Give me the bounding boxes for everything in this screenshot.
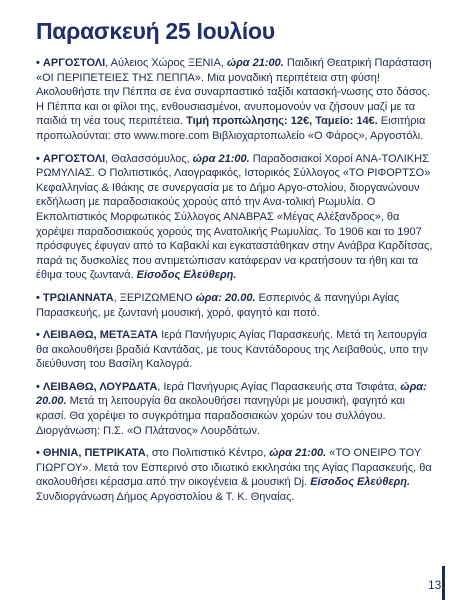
event-place: ΛΕΙΒΑΘΩ, ΜΕΤΑΞΑΤΑ: [42, 329, 159, 342]
event-time: ώρα 21:00.: [269, 447, 327, 460]
event-description: Μετά τη λειτουργία θα ακολουθήσει βραδιά Καντάδας, με τους Καντάδορους της Λειβαθούς, υπο την διεύθυνση του Βασίλη Καλογρά.: [36, 329, 428, 371]
page-edge-rule: [442, 566, 445, 600]
event-place: ΘΗΝΙΑ, ΠΕΤΡΙΚΑΤΑ: [42, 447, 146, 460]
event-place: ΤΡΩΙΑΝΝΑΤΑ: [42, 291, 114, 304]
event-entry-argostoli-xenia: [36, 56, 436, 144]
event-entry-leivatho-lourdata: [36, 380, 436, 438]
event-time: ώρα: 20.00.: [36, 380, 427, 408]
event-organizers: Συνδιοργάνωση Δήμος Αργοστολίου & Τ. Κ. Θηναίας.: [36, 491, 295, 504]
event-venue: , Αύλειος Χώρος ΞΕΝΙΑ,: [105, 57, 227, 69]
event-place: ΛΕΙΒΑΘΩ, ΛΟΥΡΔΑΤΑ: [42, 380, 158, 393]
bullet: •: [36, 291, 40, 304]
event-description: Εσπερινός & πανηγύρι Αγίας Παρασκευής, με ζωντανή μουσική, χορό, φαγητό και ποτό.: [36, 291, 400, 319]
event-price: Τιμή προπώλησης: 12€, Ταμείο: 14€.: [186, 115, 378, 128]
bullet: •: [36, 329, 40, 342]
event-time: ώρα 21:00.: [192, 152, 250, 165]
page-title: Παρασκευή 25 Ιουλίου: [36, 18, 275, 44]
event-venue: , Ιερά Πανήγυρις Αγίας Παρασκευής στα Τσιφάτα,: [157, 380, 401, 393]
event-venue: , στο Πολιτιστικό Κέντρο,: [145, 447, 270, 460]
event-time: ώρα: 20.00.: [195, 291, 256, 304]
event-place: ΑΡΓΟΣΤΟΛΙ: [42, 152, 106, 165]
bullet: •: [36, 57, 40, 69]
bullet: •: [36, 447, 40, 460]
event-description: Παραδοσιακοί Χοροί ΑΝΑ-ΤΟΛΙΚΗΣ ΡΩΜΥΛΙΑΣ. Ο Πολιτιστικός, Λαογραφικός, Ιστορικός Σύλλογος «ΤΟ ΡΙΦΟΡΤΣΟ» Κεφαλληνίας & Ιθάκης σε συνεργασία με το Δήμο Αργο-στολίου, διοργανώνουν εκδήλωση με παραδοσιακούς χορούς από την Ανα-τολική Ρωμυλία. Ο Εκπολιτιστικός Μορφωτικός Σύλλογος ΑΝΑΒΡΑΣ «Μέγας Αλέξανδρος», θα χορέψει παραδοσιακούς χορούς της Ανατολικής Ρωμυλίας. Το 1906 και το 1907 πρόσφυγες έφυγαν από το Καβακλί και εγκαταστάθηκαν στην Ανάβρα Καρδίτσας, παρά τις δυσκολίες που αντιμετώπισαν κατάφεραν να κρατήσουν τα ήθη και τα έθιμα τους ζωντανά.: [36, 152, 433, 282]
event-time: ώρα 21:00.: [226, 57, 284, 69]
event-entry-leivatho-metaxata: [36, 328, 436, 372]
event-entry-thinia-petrikata: [36, 446, 436, 504]
event-place: ΑΡΓΟΣΤΟΛΙ: [42, 57, 106, 69]
event-description: «ΤΟ ΟΝΕΙΡΟ ΤΟΥ ΓΙΩΡΓΟΥ». Μετά τον Εσπερινό στο ιδιωτικό εκκλησάκι της Αγίας Παρασκευής, θα ακολουθήσει κέρασμα από την οικογένεια & μουσική Dj.: [36, 447, 432, 489]
bullet: •: [36, 152, 40, 165]
event-venue: , Θαλασσόμυλος,: [105, 152, 193, 165]
event-entry-argostoli-thalassomylos: [36, 152, 436, 283]
event-venue: , ΞΕΡΙΖΩΜΕΝΟ: [113, 291, 196, 304]
event-venue: Ιερά Πανήγυρις Αγίας Παρασκευής.: [158, 329, 334, 342]
event-free-entry: Είσοδος Ελεύθερη.: [310, 476, 411, 489]
event-tickets: Εισιτήρια προπωλούνται: στο www.more.com Βιβλιοχαρτοπωλείο «Ο Φάρος», Αργοστόλι.: [36, 115, 426, 142]
page-number: 13: [428, 578, 442, 592]
event-description: Παιδική Θεατρική Παράσταση «ΟΙ ΠΕΡΙΠΕΤΕΙΕΣ ΤΗΣ ΠΕΠΠΑ». Μια μοναδική περιπέτεια στη φύση! Ακολουθήστε την Πέππα σε ένα συναρπαστικό ταξίδι κατασκή-νωσης στο δάσος. Η Πέππα και οι φίλοι της, ενθουσιασμένοι, ανυπομονούν να ζήσουν μαζί με τα παιδιά τη νέα τους περιπέτεια.: [36, 57, 432, 128]
event-description: Μετά τη λειτουργία θα ακολουθήσει πανηγύρι με μουσική, φαγητό και κρασί. Θα χορέψει το συγκρότημα παραδοσιακών χορών του συλλόγου. Διοργάνωση: Π.Σ. «Ο Πλάτανος» Λουρδάτων.: [36, 395, 405, 437]
bullet: •: [36, 380, 40, 393]
event-list: [36, 56, 436, 513]
event-free-entry: Είσοδος Ελεύθερη.: [136, 269, 237, 282]
event-entry-troiannata: [36, 291, 436, 320]
